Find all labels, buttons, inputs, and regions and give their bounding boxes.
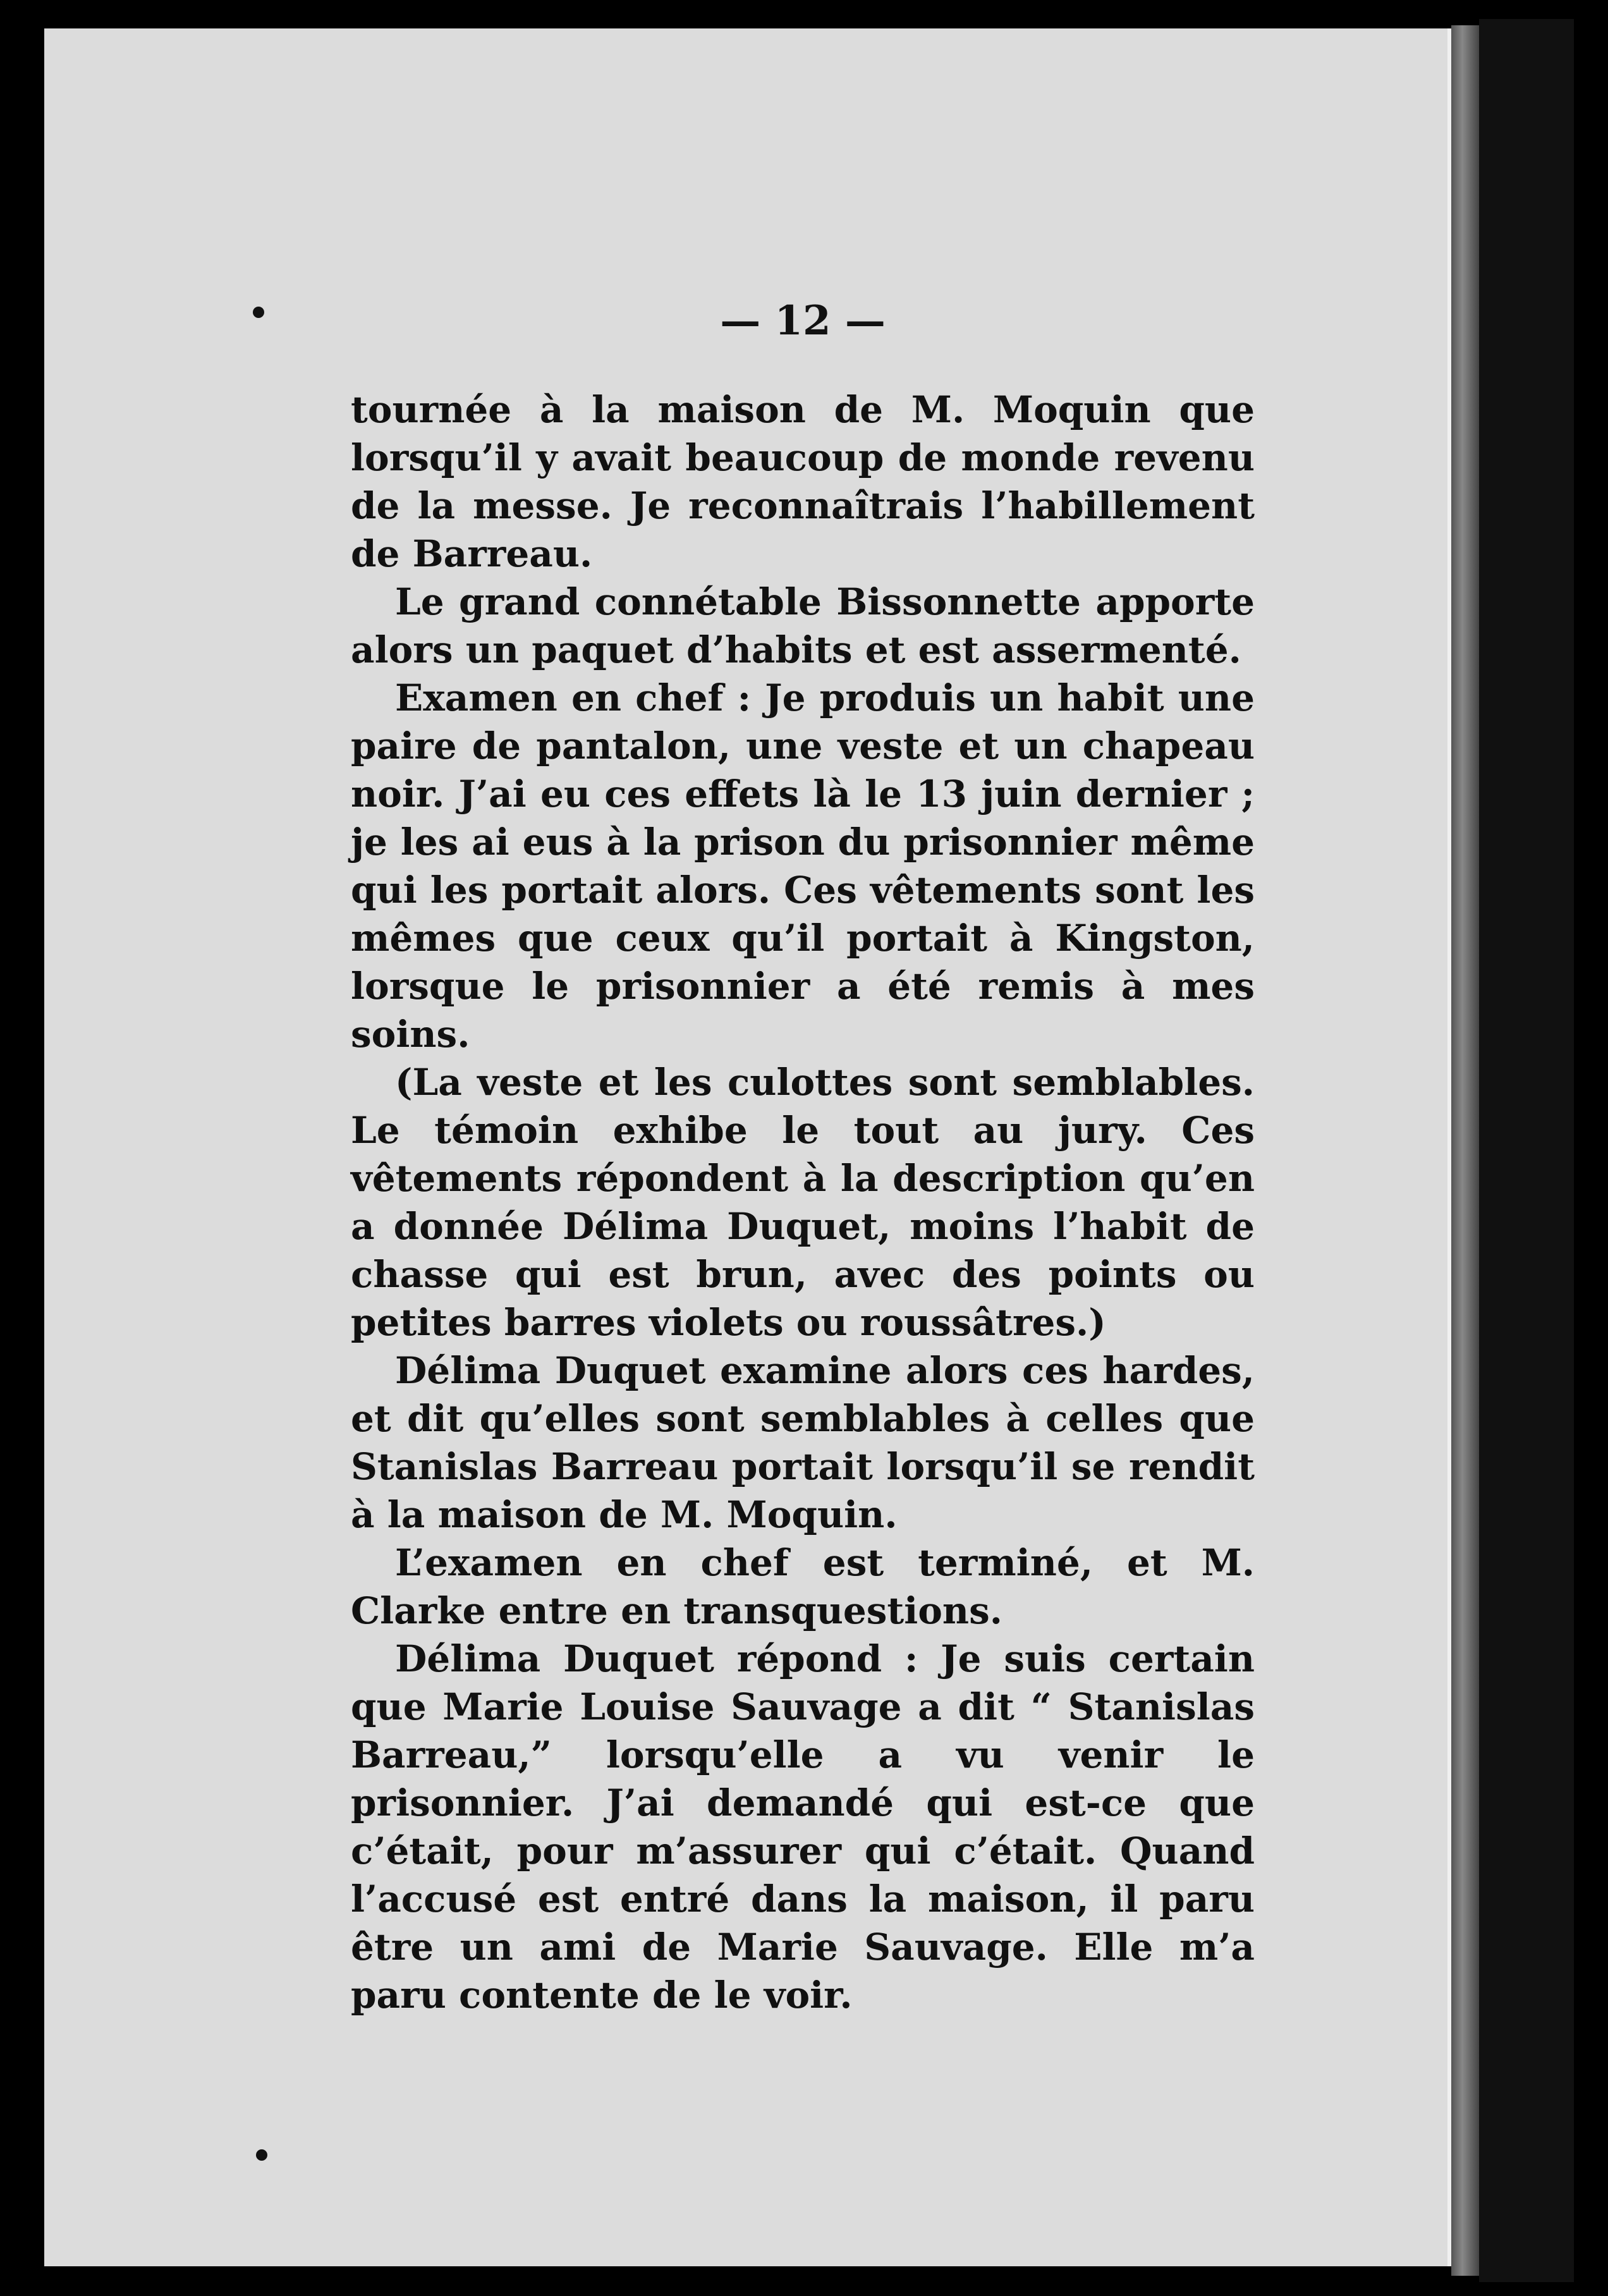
page-number: — 12 — <box>720 297 886 345</box>
paragraph: tournée à la maison de M. Moquin que lorsqu’il y avait beaucoup de monde revenu de la messe. Je reconnaîtrais l’habillement de Barreau. <box>351 388 1255 575</box>
paragraph: L’examen en chef est terminé, et M. Clarke entre en transquestions. <box>351 1541 1255 1632</box>
scan-border <box>1479 19 1574 2282</box>
paragraph: Délima Duquet répond : Je suis certain que Marie Louise Sauvage a dit “ Stanislas Barreau,” lorsqu’elle a vu venir le prisonnier. J’ai demandé qui est-ce que c’était, pour m’assurer qui c’était. Quand l’accusé est entré dans la maison, il paru être un ami de Marie Sauvage. Elle m’a paru contente de le voir. <box>351 1637 1255 2017</box>
paragraph: (La veste et les culottes sont semblables. Le témoin exhibe le tout au jury. Ces vêtements répondent à la description qu’en a donnée Délima Duquet, moins l’habit de chasse qui est brun, avec des points ou petites barres violets ou roussâtres.) <box>351 1061 1255 1344</box>
paragraph: Le grand connétable Bissonnette apporte alors un paquet d’habits et est assermenté. <box>351 580 1255 671</box>
ink-speck <box>253 307 264 318</box>
paragraph: Délima Duquet examine alors ces hardes, et dit qu’elles sont semblables à celles que Stanislas Barreau portait lorsqu’il se rendit à la maison de M. Moquin. <box>351 1349 1255 1536</box>
paragraph: Examen en chef : Je produis un habit une paire de pantalon, une veste et un chapeau noir. J’ai eu ces effets là le 13 juin dernier ; je les ai eus à la prison du prisonnier même qui les portait alors. Ces vêtements sont les mêmes que ceux qu’il portait à Kingston, lorsque le prisonnier a été remis à mes soins. <box>351 676 1255 1056</box>
ink-speck <box>256 2149 267 2161</box>
book-spine <box>1451 25 1479 2276</box>
body-text <box>351 386 1255 2019</box>
